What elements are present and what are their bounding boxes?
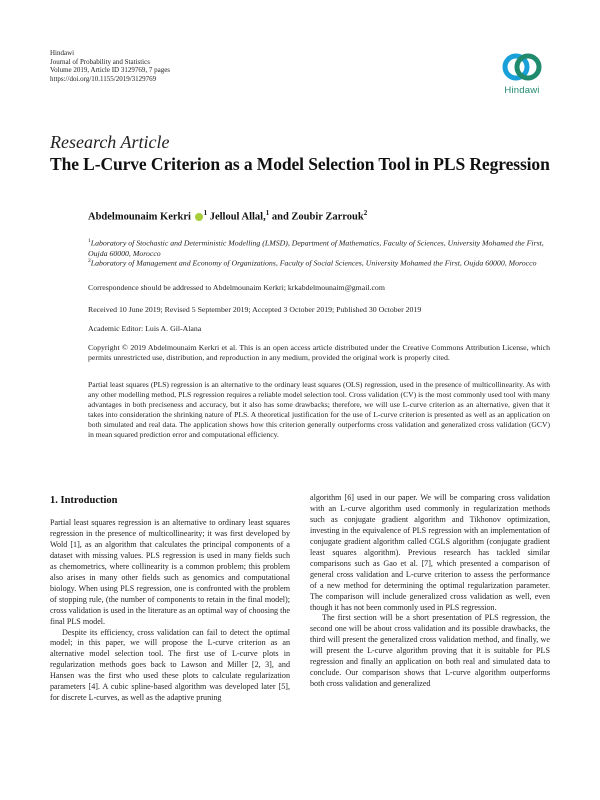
body-paragraph: Partial least squares regression is an alternative to ordinary least squares regression in the presence of multicollinearity; it was first developed by Wold [1], as an algorithm that calculates the principal components of a dataset with missing values. PLS regression is used in many fields such as chemometrics, where collinearity is a common problem; this problem also arises in many other fields such as genomics and computational biology. When using PLS regression, one is confronted with the problem of stopping rule, (the number of components to retain in the final model); cross validation is used in the literature as an optimal way of choosing the final PLS model.: [50, 518, 290, 626]
paper-title: The L-Curve Criterion as a Model Selection Tool in PLS Regression: [50, 154, 550, 174]
section-heading: 1. Introduction: [50, 495, 118, 506]
body-paragraph: The first section will be a short presentation of PLS regression, the second one will be about cross validation and its possible drawbacks, the third will present the generalized cross validation method, and finally, we will present the L-curve algorithm proving that it is suitable for PLS regression and finally an application on both real and simulated data to conclude. Our comparison shows that L-curve algorithm outperforms both cross validation and generalized: [310, 613, 550, 689]
abstract: Partial least squares (PLS) regression is an alternative to the ordinary least squares (OLS) regression, used in the presence of multicollinearity. As with any other modelling method, PLS regression requires a reliable model selection tool. Cross validation (CV) is the most commonly used tool with many advantages in both preciseness and accuracy, but it also has some drawbacks; therefore, we will use L-curve criterion as an alternative, given that it takes into consideration the shrinking nature of PLS. A theoretical justification for the use of L-curve criterion is presented as well as an application on both simulated and real data. The application shows how this criterion generally outperforms cross validation and generalized cross validation (GCV) in mean squared prediction error and computational efficiency.: [88, 380, 550, 439]
academic-editor: Academic Editor: Luis A. Gil-Alana: [88, 324, 202, 333]
hindawi-logo: [498, 50, 546, 96]
author-affil-marker: 2: [363, 209, 368, 217]
orcid-icon[interactable]: [195, 213, 203, 221]
affiliation-marker: 2: [88, 258, 91, 264]
body-paragraph: algorithm [6] used in our paper. We will be comparing cross validation with an L-curve algorithm used commonly in regularization methods such as conjugate gradient algorithm and Tikhonov optimization, investing in the equivalence of PLS regression with an implementation of conjugate gradient algorithm called CGLS algorithm (conjugate gradient least squares algorithm). Previous research has tackled similar comparisons such as Gao et al. [7], which presented a comparison of general cross validation and L-curve criterion to assess the performance of a new method for determining the optimal regularization parameter. The comparison will include generalized cross validation as well, even though it has not been commonly used in PLS regression.: [310, 493, 550, 612]
author-name: Abdelmounaim Kerkri: [88, 211, 191, 223]
affiliation-text: Laboratory of Management and Economy of Organizations, Faculty of Social Sciences, University Mohamed the First, Oujda 60000, Morocco: [90, 258, 537, 268]
author-name: Jelloul Allal,: [209, 211, 266, 223]
affiliation: [88, 256, 548, 269]
logo-text: Hindawi: [504, 85, 540, 96]
hindawi-logo-icon: [502, 50, 542, 84]
copyright-notice: Copyright © 2019 Abdelmounaim Kerkri et al. This is an open access article distributed under the Creative Commons Attribution License, which permits unrestricted use, distribution, and reproduction in any medium, provided the original work is properly cited.: [88, 343, 550, 362]
body-column-left: [50, 518, 290, 704]
affiliation-marker: 1: [88, 238, 91, 244]
publication-dates: Received 10 June 2019; Revised 5 September 2019; Accepted 3 October 2019; Published 30 October 2019: [88, 305, 422, 314]
body-paragraph: Despite its efficiency, cross validation can fail to detect the optimal model; in this paper, we will propose the L-curve criterion as an alternative model selection tool. The first use of L-curve plots in regularization methods goes back to Lawson and Miller [2, 3], and Hansen was the first who used these plots to calculate regularization parameters [4]. A cubic spline-based algorithm was developed later [5], for discrete L-curves, as well as the adaptive pruning: [50, 627, 290, 703]
journal-volume: Volume 2019, Article ID 3129769, 7 pages: [50, 66, 171, 75]
author-affil-marker: 1: [203, 209, 208, 217]
author-name: and Zoubir Zarrouk: [271, 211, 364, 223]
affiliation-text: Laboratory of Stochastic and Deterministic Modelling (LMSD), Department of Mathematics, Faculty of Sciences, University Mohamed the First, Oujda 60000, Morocco: [88, 238, 544, 258]
author-list: [88, 209, 367, 223]
journal-doi[interactable]: https://doi.org/10.1155/2019/3129769: [50, 74, 157, 83]
correspondence: Correspondence should be addressed to Abdelmounaim Kerkri; krkabdelmounaim@gmail.com: [88, 283, 385, 292]
article-type: Research Article: [50, 132, 170, 152]
journal-info: [50, 49, 170, 83]
journal-name: Journal of Probability and Statistics: [50, 57, 150, 66]
publisher-name: Hindawi: [50, 49, 75, 57]
body-column-right: [310, 493, 550, 690]
author-affil-marker: 1: [265, 209, 270, 217]
